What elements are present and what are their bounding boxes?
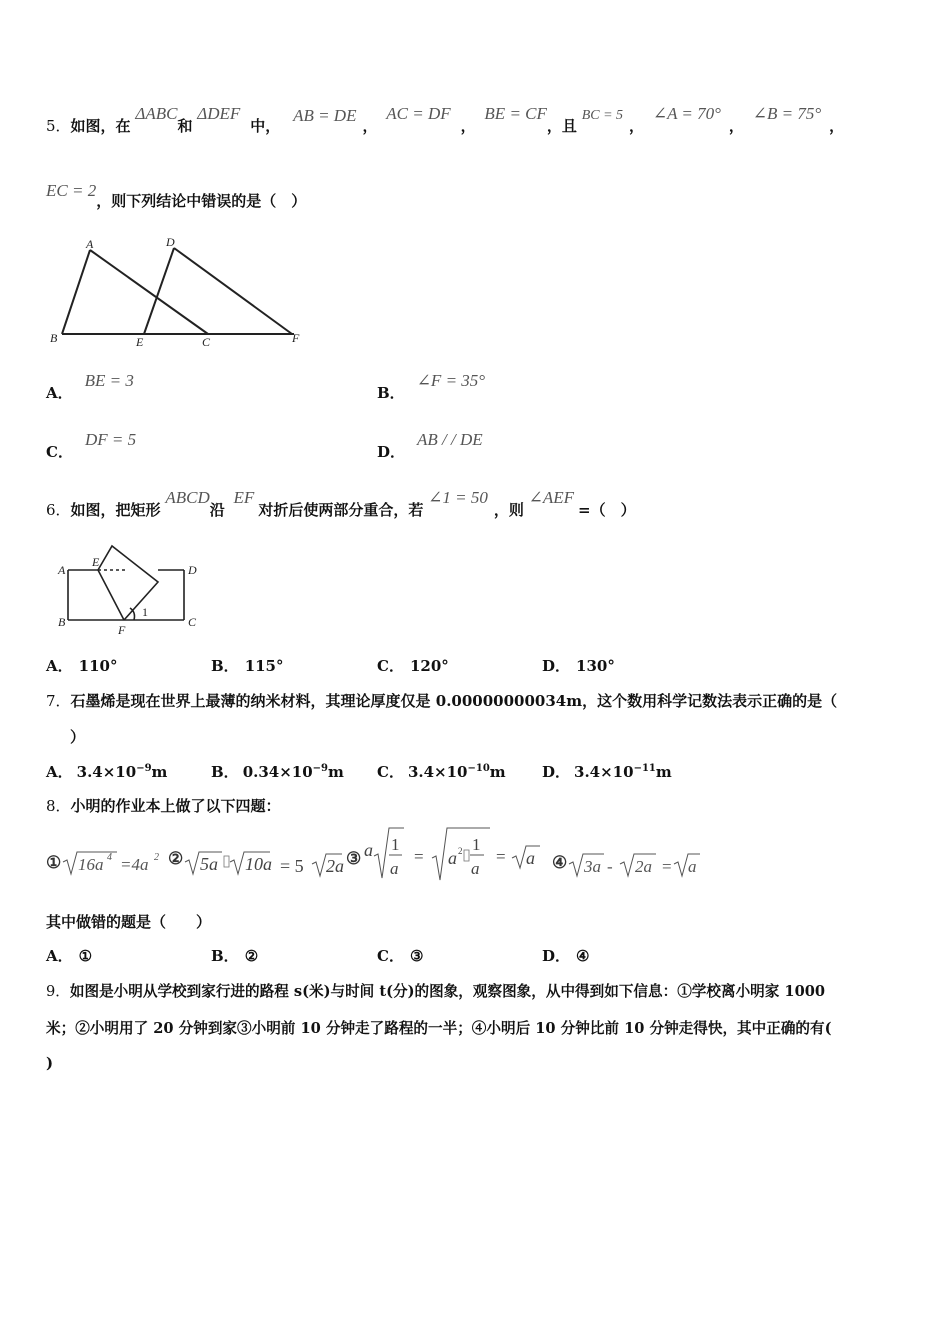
q7-option-a-exp: −9 <box>136 763 152 774</box>
q6-fig-label-c: C <box>188 615 197 629</box>
q5-fig-label-a: A <box>86 237 94 251</box>
q6-text-c: 对折后使两部分重合，若 <box>258 501 424 519</box>
q8-e3-num: 1 <box>391 835 400 854</box>
q5-fig-label-e: E <box>136 335 144 349</box>
q7-option-c-label: C． <box>377 763 404 781</box>
q5-math-ec: EC = 2 <box>46 181 97 200</box>
q5-line1 <box>46 104 845 136</box>
q7-text2: ） <box>70 728 86 746</box>
q5-text-b: 和 <box>177 117 193 135</box>
q7-option-c-unit: m <box>489 763 506 781</box>
q8-item-4: ④ <box>552 853 568 872</box>
q8-item-2: ② <box>168 849 184 868</box>
q7-option-c-exp: −10 <box>467 763 490 774</box>
q5-option-a-label: A． <box>46 384 73 402</box>
q6-option-a-value: 110° <box>78 657 118 675</box>
q8-e3-radical1 <box>374 828 404 878</box>
q6-option-a-label: A． <box>46 657 73 675</box>
q5-text-d: ，且 <box>546 117 577 135</box>
q5-fig-label-b: B <box>50 331 58 345</box>
q8-option-c-value: ③ <box>409 947 424 965</box>
q5-math-abc: ΔABC <box>135 104 178 123</box>
q5-option-b-label: B． <box>377 384 405 402</box>
q7-option-a-base: 3.4×10 <box>76 763 137 781</box>
q5-fig-line-ab <box>62 250 90 334</box>
q8-option-c[interactable] <box>377 945 423 966</box>
q6-math-ef: EF <box>233 488 255 507</box>
q8-e3-num2: 1 <box>472 835 481 854</box>
q9-text-line1: 如图是小明从学校到家行进的路程 s(米)与时间 t(分)的图象，观察图象，从中得到如下信息：①学校离小明家 1000 <box>69 983 826 1000</box>
q8-option-d[interactable] <box>542 945 589 966</box>
q8-e3-eq2: = <box>496 847 506 866</box>
q6-option-d-label: D． <box>542 657 571 675</box>
q8-option-a-label: A． <box>46 947 73 965</box>
q7-option-d-base: 3.4×10 <box>574 763 634 781</box>
q7-option-d-exp: −11 <box>633 763 656 774</box>
q6-option-b-label: B． <box>211 657 239 675</box>
q8-e1-rhs: =4a <box>120 855 149 874</box>
q5-line2 <box>46 181 307 211</box>
q8-e4-rad1: 3a <box>584 857 601 876</box>
q5-number: 5． <box>46 117 71 135</box>
q6-math-abcd: ABCD <box>165 488 210 507</box>
q7-option-b-label: B． <box>211 763 239 781</box>
q5-sep-1: ， <box>362 117 378 135</box>
q6-option-c-value: 120° <box>409 657 449 675</box>
q5-math-ac-df: AC = DF <box>386 104 451 123</box>
q8-e2-dot-box <box>224 856 229 867</box>
q9-line3 <box>46 1054 53 1072</box>
q7-option-b-unit: m <box>328 763 344 781</box>
q6-option-c[interactable] <box>377 655 449 676</box>
q6-figure <box>46 540 216 640</box>
q7-line1 <box>46 690 837 711</box>
q7-option-d-unit: m <box>655 763 672 781</box>
q6-fig-label-d: D <box>188 563 197 577</box>
q8-e2-rhs: = 5 <box>280 856 304 876</box>
q6-fig-line-ef <box>98 570 124 620</box>
q5-option-c[interactable] <box>46 430 137 462</box>
q6-text-d: ，则 <box>493 501 524 519</box>
q5-fig-label-f: F <box>292 331 300 345</box>
q8-e3-a: a <box>364 840 373 860</box>
q8-text: 小明的作业本上做了以下四题： <box>70 797 281 815</box>
q5-math-angle-b: ∠B = 75° <box>752 104 822 123</box>
q6-fig-folded <box>98 546 158 620</box>
q5-option-a-math: BE = 3 <box>84 371 134 390</box>
q8-e3-eq: = <box>414 847 424 866</box>
q6-math-aef: ∠AEF <box>528 488 575 507</box>
q7-option-a-label: A． <box>46 763 73 781</box>
q8-option-d-label: D． <box>542 947 571 965</box>
q8-option-d-value: ④ <box>576 947 590 965</box>
q8-expressions <box>44 822 724 888</box>
q5-math-be-cf: BE = CF <box>484 104 547 123</box>
q7-line2 <box>70 726 85 747</box>
q8-e1-radicand: 16a <box>78 855 104 874</box>
q8-e1-rhs-exp: 2 <box>154 852 159 863</box>
q8-e2-rad2: 10a <box>245 854 272 874</box>
q5-fig-label-d: D <box>166 235 175 249</box>
q6-fig-label-a: A <box>58 563 66 577</box>
q5-text-a: 如图，在 <box>70 117 131 135</box>
q6-text-a: 如图，把矩形 <box>70 501 161 519</box>
q8-e3-den2: a <box>471 859 480 878</box>
q6-option-d[interactable] <box>542 655 615 676</box>
q5-math-angle-a: ∠A = 70° <box>652 104 721 123</box>
q9-line1 <box>46 980 825 1001</box>
q6-line1 <box>46 488 636 520</box>
q5-math-bc: BC = 5 <box>581 108 624 123</box>
q6-text-e: =（ ） <box>578 501 636 519</box>
q8-e3-den: a <box>390 859 399 878</box>
q8-e4-eq: = <box>662 857 672 876</box>
q6-number: 6． <box>46 501 71 519</box>
q7-option-d[interactable] <box>542 761 672 782</box>
q6-option-a[interactable] <box>46 655 117 676</box>
q8-e3-exp: 2 <box>458 846 463 856</box>
q6-fig-label-e: E <box>92 555 100 569</box>
q5-option-b[interactable] <box>377 371 486 403</box>
q8-e3-rad2: a <box>526 848 535 868</box>
q5-option-c-label: C． <box>46 443 73 461</box>
q8-number: 8． <box>46 797 71 815</box>
q8-option-a[interactable] <box>46 945 92 966</box>
q9-text-line2: 米；②小明用了 20 分钟到家③小明前 10 分钟走了路程的一半；④小明后 10 分钟比前 10 分钟走得快，其中正确的有( <box>46 1020 832 1037</box>
q7-option-a-unit: m <box>151 763 168 781</box>
q8-line2 <box>46 911 211 932</box>
q8-e1-exp: 4 <box>107 852 112 863</box>
q8-option-b[interactable] <box>211 945 258 966</box>
q5-option-d-label: D． <box>377 443 406 461</box>
q5-option-a[interactable] <box>46 371 134 403</box>
q7-text: 石墨烯是现在世界上最薄的纳米材料，其理论厚度仅是 0.00000000034m，这个数用科学记数法表示正确的是（ <box>70 692 838 710</box>
q7-option-b-base: 0.34×10 <box>242 763 313 781</box>
q6-fig-label-f: F <box>118 623 126 637</box>
q5-math-def: ΔDEF <box>197 104 241 123</box>
q7-number: 7． <box>46 692 71 710</box>
q8-text2: 其中做错的题是（ ） <box>46 913 212 931</box>
q8-e4-rad3: a <box>688 857 697 876</box>
q5-fig-line-df <box>174 248 292 334</box>
q8-e3-rad: a <box>448 848 457 868</box>
q8-option-b-value: ② <box>244 947 259 965</box>
q5-sep-5: ， <box>829 117 845 135</box>
q6-math-angle1: ∠1 = 50 <box>428 488 488 507</box>
q7-option-c[interactable] <box>377 761 506 782</box>
q5-option-c-math: DF = 5 <box>84 430 137 449</box>
q5-text-e: ，则下列结论中错误的是（ ） <box>96 192 307 210</box>
q8-e4-rad2: 2a <box>635 857 652 876</box>
q7-option-d-label: D． <box>542 763 571 781</box>
q7-option-b[interactable] <box>211 761 344 782</box>
q5-sep-2: ， <box>460 117 476 135</box>
q8-line1 <box>46 795 281 816</box>
q6-option-b-value: 115° <box>244 657 284 675</box>
q8-e2-rad3: 2a <box>326 856 344 876</box>
q5-fig-label-c: C <box>202 335 211 349</box>
q9-number: 9． <box>46 983 70 1000</box>
q7-option-a[interactable] <box>46 761 167 782</box>
q8-e4-minus: - <box>607 857 613 876</box>
q6-option-d-value: 130° <box>576 657 615 675</box>
q6-fig-label-angle1: 1 <box>142 605 148 619</box>
q8-item-1: ① <box>46 853 62 872</box>
q8-item-3: ③ <box>346 849 362 868</box>
q8-option-b-label: B． <box>211 947 239 965</box>
q5-option-b-math: ∠F = 35° <box>416 371 486 390</box>
q6-text-b: 沿 <box>209 501 225 519</box>
q7-option-c-base: 3.4×10 <box>407 763 468 781</box>
q9-text-line3: ) <box>46 1054 54 1072</box>
q6-option-b[interactable] <box>211 655 284 676</box>
q5-math-ab-de: AB = DE <box>293 106 357 125</box>
q8-option-c-label: C． <box>377 947 404 965</box>
q5-sep-3: ， <box>629 117 645 135</box>
q5-text-c: 中， <box>250 117 281 135</box>
q6-option-c-label: C． <box>377 657 404 675</box>
q9-line2 <box>46 1017 832 1038</box>
q8-e2-rad1: 5a <box>200 854 218 874</box>
q5-option-d[interactable] <box>377 430 483 462</box>
q5-sep-4: ， <box>728 117 744 135</box>
q6-fig-label-b: B <box>58 615 66 629</box>
q8-option-a-value: ① <box>78 947 93 965</box>
q5-figure <box>46 232 316 352</box>
q5-option-d-math: AB / / DE <box>417 430 483 449</box>
q8-e3-dot-box <box>464 850 469 861</box>
q7-option-b-exp: −9 <box>312 763 329 774</box>
